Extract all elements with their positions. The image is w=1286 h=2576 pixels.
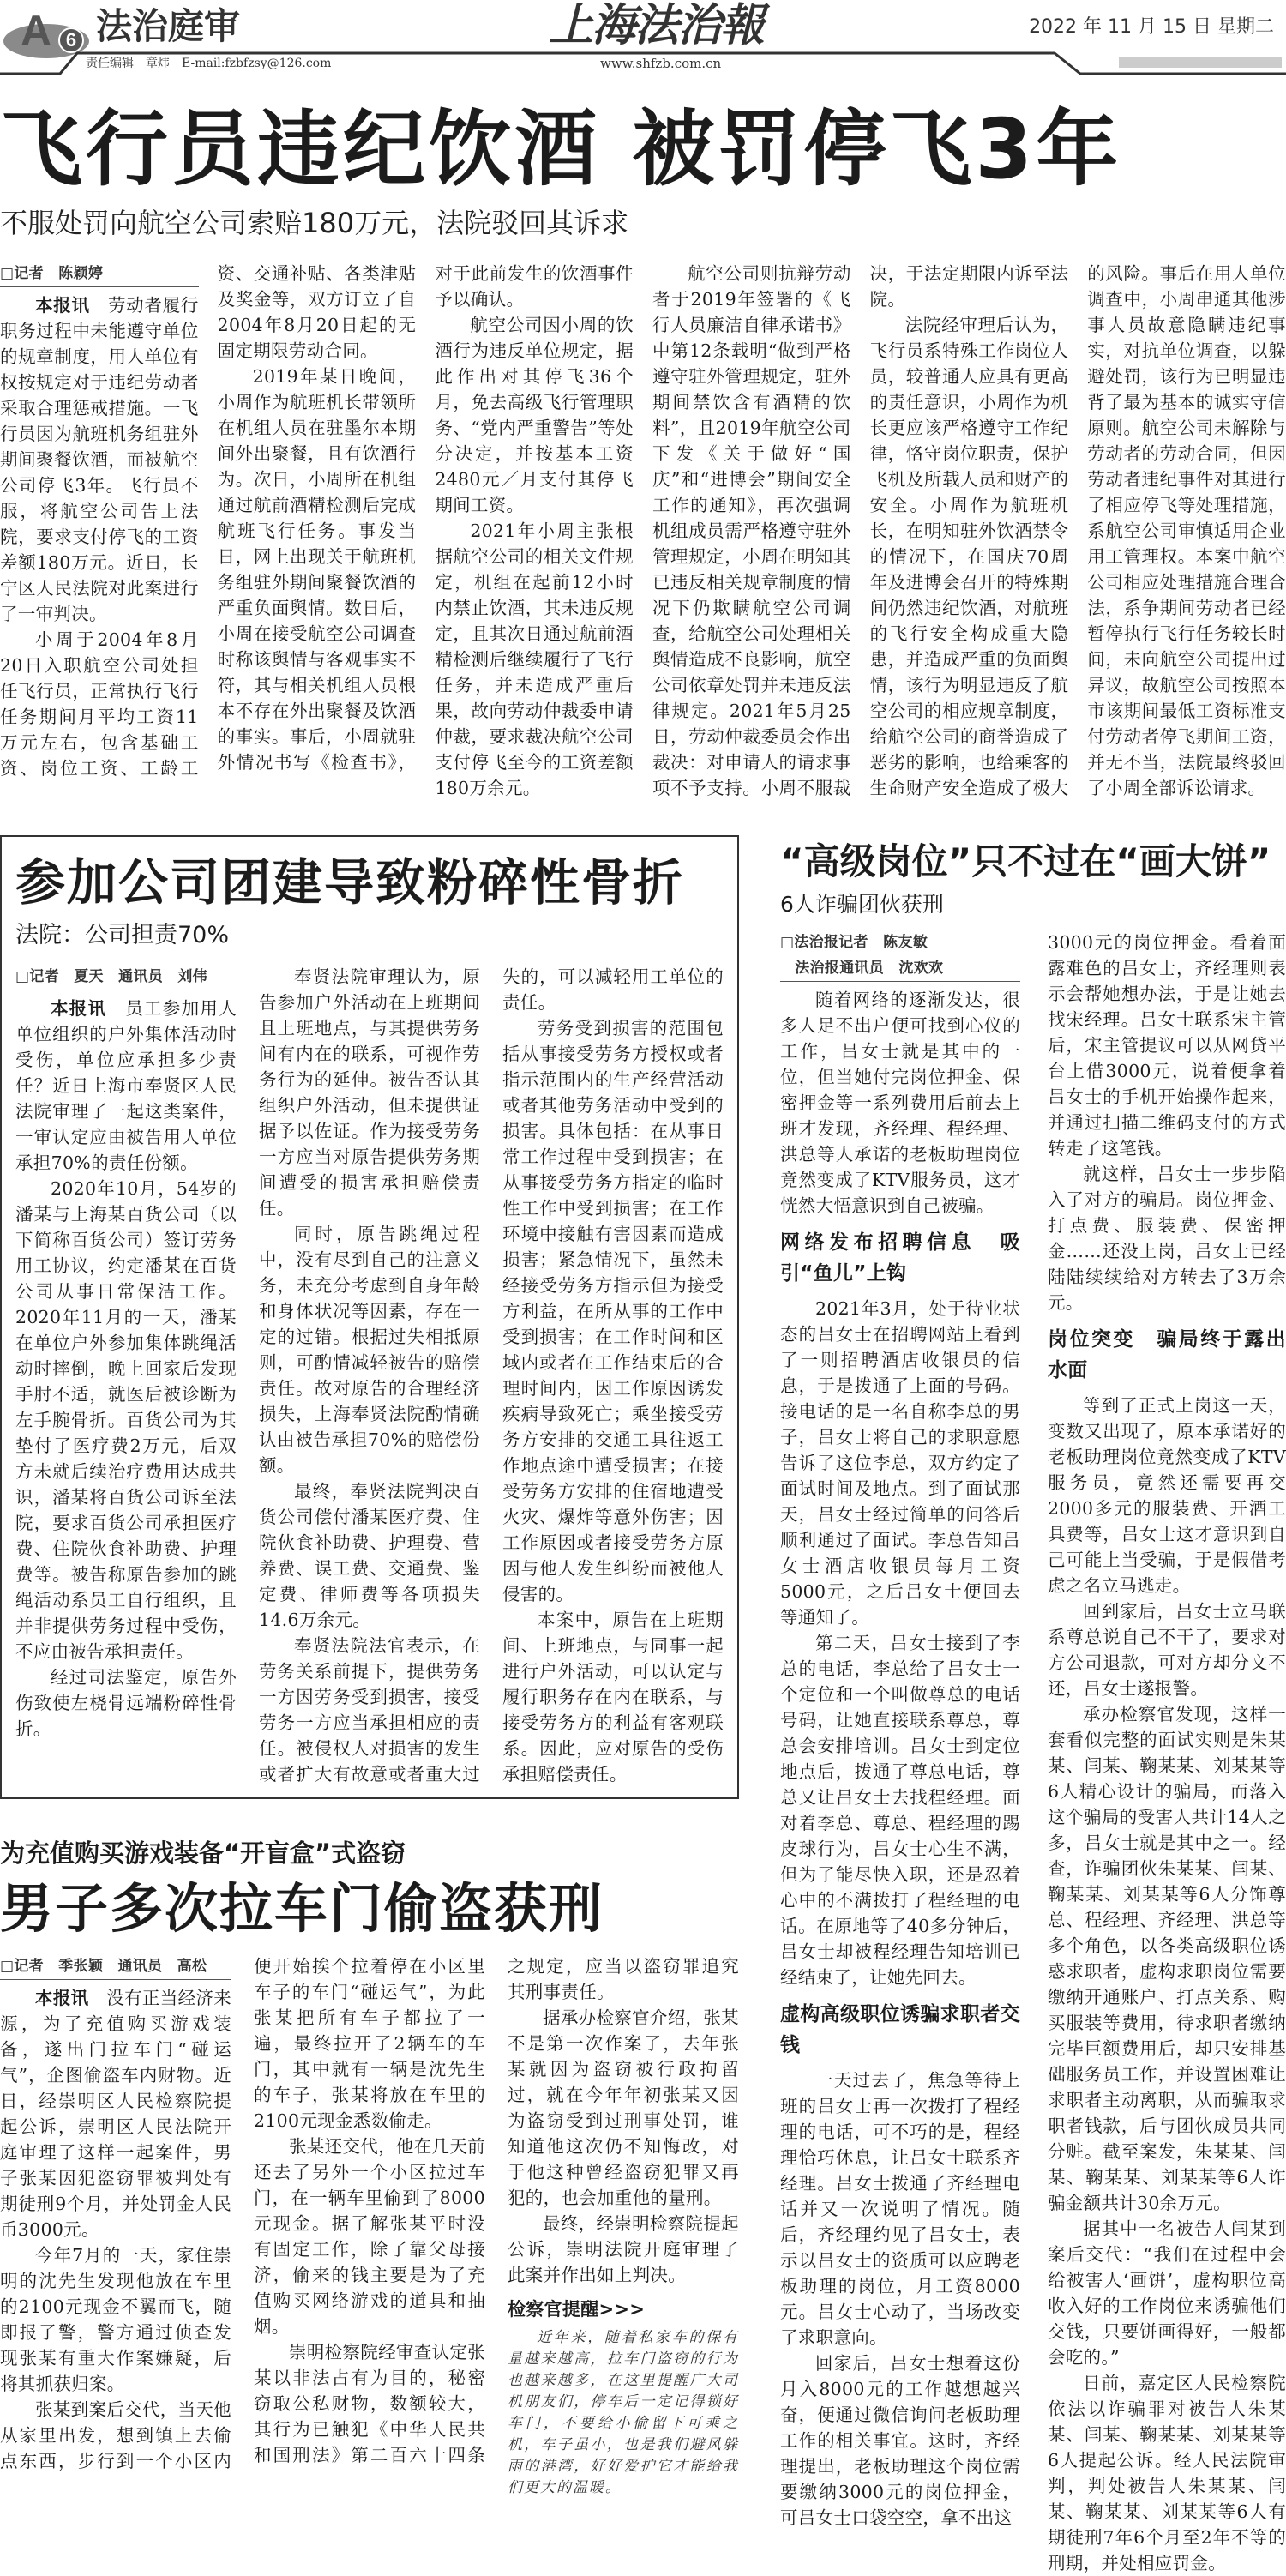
article2-subheadline: 法院：公司担责70% <box>15 922 230 948</box>
article1-subheadline: 不服处罚向航空公司索赔180万元，法院驳回其诉求 <box>0 207 629 239</box>
article1 <box>0 79 1286 801</box>
paragraph <box>780 1630 1020 1990</box>
paragraph <box>780 1296 1020 1630</box>
paragraph-text: 回家后，吕女士想着这份月入8000元的工作越想越兴奋，便通过微信询问老板助理工作的相关事宜。这时，齐经理提出，老板助理这个岗位需要缴纳3000元的岗位押金，可吕女士口袋空空，拿不出这 <box>780 2353 1020 2528</box>
paragraph <box>780 2067 1020 2350</box>
paragraph-text: 回到家后，吕女士立马联系尊总说自己不干了，要求对方公司退款，可对方却分文不还，吕女士遂报警。 <box>1048 1601 1286 1699</box>
article3-body <box>780 930 1286 2576</box>
article2-headline: 参加公司团建导致粉碎性骨折 <box>15 853 685 912</box>
paragraph-text: 航空公司因小周的饮酒行为违反单位规定，据此作出对其停飞36个月，免去高级飞行管理职务、“党内严重警告”等处分决定，并按基本工资2480元／月支付其停飞期间工资。 <box>435 315 634 515</box>
paragraph <box>15 996 237 1176</box>
paragraph-text: 张某还交代，他在几天前还去了另外一个小区拉过车门，在一辆车里偷到了8000元现金。据了解张某平时没有固定工作，除了靠父母接济，偷来的钱主要是为了充值购买网络游戏的道具和抽烟。 <box>254 2136 485 2337</box>
paragraph-text: 本案中，原告在上班期间、上班地点，与同事一起进行户外活动，可以认定与履行职务存在内在联系，与接受劳务方的利益有客观联系。因此，应对原告的受伤承担赔偿责任。 <box>502 1610 724 1785</box>
paragraph-text: 据承办检察官介绍，张某不是第一次作案了，去年张某就因为盗窃被行政拘留过，就在今年年初张某又因为盗窃受到过刑事处罚，谁知道他这次仍不知悔改，对于他这种曾经盗窃犯罪又再犯的，也会加重他的量刑。 <box>508 2007 739 2208</box>
paragraph <box>1048 1598 1286 1701</box>
paragraph <box>870 261 1286 801</box>
paragraph-text: 今年7月的一天，家住崇明的沈先生发现他放在车里的2100元现金不翼而飞，随即报了警，警方通过侦查发现张某有重大作案嫌疑，后将其抓获归案。 <box>0 2245 231 2394</box>
article3-column-1 <box>780 930 1020 2576</box>
paragraph <box>435 518 634 801</box>
editor-credit: 责任编辑 章炜 E-mail:fzbfzsy@126.com <box>86 57 332 70</box>
paragraph-text: 员工参加用人单位组织的户外集体活动时受伤，单位应承担多少责任？近日上海市奉贤区人民法院审理了一起这类案件，一审认定应由被告用人单位承担70%的责任份额。 <box>15 998 237 1173</box>
paragraph <box>508 2211 739 2288</box>
paragraph <box>780 987 1020 1219</box>
paragraph <box>435 312 634 518</box>
article3-byline: □法治报记者 陈友敏 法治报通讯员 沈欢欢 <box>780 930 1020 982</box>
paragraph <box>1048 2216 1286 2370</box>
prosecutor-tip-box <box>508 2296 739 2499</box>
paragraph-text: 最终，奉贤法院判决百货公司偿付潘某医疗费、住院伙食补助费、护理费、营养费、误工费、交通费、鉴定费、律师费等各项损失14.6万余元。 <box>259 1481 480 1630</box>
paragraph <box>502 1607 724 1787</box>
masthead-logo: 上海法治報 <box>549 0 764 51</box>
page-num: 6 <box>58 27 84 53</box>
prosecutor-tip-text: 近年来，随着私家车的保有量越来越高，拉车门盗窃的行为也越来越多，在这里提醒广大司机朋友们，停车后一定记得锁好车门，不要给小偷留下可乘之机，车子虽小，也是我们避风躲雨的港湾，好好爱护它才能给我们更大的温暖。 <box>508 2329 739 2496</box>
article3 <box>780 835 1286 2576</box>
paragraph-text: 等到了正式上岗这一天，变数又出现了，原本承诺好的老板助理岗位竟然变成了KTV服务员，竟然还需要再交2000多元的服装费、开酒工具费等，吕女士这才意识到自己可能上当受骗，于是假借考虑之名立马逃走。 <box>1048 1395 1286 1596</box>
article4 <box>0 1837 739 2499</box>
website-url[interactable]: www.shfzb.com.cn <box>600 56 722 71</box>
paragraph <box>1048 930 1286 1161</box>
paragraph <box>15 1664 237 1742</box>
section-title: 法治庭审 <box>96 5 241 47</box>
article1-byline: □记者 陈颖婷 <box>0 261 199 287</box>
paragraph-text: 2021年3月，处于待业状态的吕女士在招聘网站上看到了一则招聘酒店收银员的信息，于是拨通了上面的号码。接电话的是一名自称李总的男子，吕女士将自己的求职意愿告诉了这位李总，双方约定了面试时间及地点。到了面试那天，吕女士经过简单的问答后顺利通过了面试。李总告知吕女士酒店收银员每月工资5000元，之后吕女士便回去等通知了。 <box>780 1298 1020 1628</box>
paragraph <box>0 1985 231 2242</box>
paragraph-text: 奉贤法院法官表示，在劳务关系前提下，提供劳务一方因劳务受到损害，接受劳务一方应当承担相应的责任。被侵权人对损害的发生或者扩大有故意或者重大过失的，可以减轻用工单位的责任。 <box>259 966 724 1785</box>
paragraph-text: 岗位突变 骗局终于露出水面 <box>1048 1328 1286 1381</box>
paragraph-text: 3000元的岗位押金。看着面露难色的吕女士，齐经理则表示会帮她想办法，于是让她去找宋经理。吕女士联系宋主管后，宋主管提议可以从网贷平台上借3000元，说着便拿着吕女士的手机开始操作起来，并通过扫描二维码支付的方式转走了这笔钱。 <box>1048 932 1286 1159</box>
paragraph <box>1048 1701 1286 2216</box>
article3-headline: “高级岗位”只不过在“画大饼” <box>780 840 1271 882</box>
section-subhead <box>780 1227 1020 1289</box>
paragraph <box>259 1221 480 1478</box>
paragraph-text: 2019年某日晚间，小周作为航班机长带领所在机组人员在驻墨尔本期间外出聚餐，且有饮酒行为。次日，小周所在机组通过航前酒精检测后完成航班飞行任务。事发当日，网上出现关于航班机务组驻外期间聚餐饮酒的严重负面舆情。数日后，小周在接受航空公司调查时称该舆情与客观事实不符，其与相关机组人员根本不存在外出聚餐及饮酒的事实。事后，小周就驻外情况书写《检查书》，对于此前发生的饮酒事件予以确认。 <box>217 263 634 773</box>
paragraph-text: 航空公司则抗辩劳动者于2019年签署的《飞行人员廉洁自律承诺书》中第12条载明“做到严格遵守驻外管理规定，驻外期间禁饮含有酒精的饮料”，且2019年航空公司下发《关于做好“国庆”和“进博会”期间安全工作的通知》，再次强调机组成员需严格遵守驻外管理规定，小周在明知其已违反相关规章制度的情况下仍欺瞒航空公司调查，给航空公司处理相关舆情造成不良影响，航空公司依章处罚并未违反法律规定。2021年5月25日，劳动仲裁委员会作出裁决：对申请人的请求事项不予支持。小周不服裁决，于法定期限内诉至法院。 <box>652 263 1069 798</box>
paragraph-text: 虚构高级职位诱骗求职者交钱 <box>780 2003 1020 2056</box>
paragraph-text: 据其中一名被告人闫某到案后交代：“我们在过程中会给被害人‘画饼’，虚构职位高收入好的工作岗位来诱骗他们交钱，只要饼画得好，一般都会吃的。” <box>1048 2218 1286 2368</box>
dateline-lead: 本报讯 <box>35 1988 107 2008</box>
article2-body <box>15 964 724 1787</box>
paragraph-text: 日前，嘉定区人民检察院依法以诈骗罪对被告人朱某某、闫某、鞠某某、刘某某等6人提起公诉。经人民法院审判，判处被告人朱某某、闫某、鞠某某、刘某某等6人有期徒刑7年6个月至2年不等的刑期，并处相应罚金。 <box>1048 2373 1286 2573</box>
paragraph <box>1048 1393 1286 1598</box>
paragraph-text: 崇明检察院经审查认定张某以非法占有为目的，秘密窃取公私财物，数额较大，其行为已触犯《中华人民共和国刑法》第二百六十四条之规定，应当以盗窃罪追究其刑事责任。 <box>254 1956 739 2465</box>
paragraph-text: 张某到案后交代，当天他从家里出发，想到镇上去偷点东西，步行到一个小区内便开始挨个拉着停在小区里车子的车门“碰运气”，为此张某把所有车子都拉了一遍，最终拉开了2辆车的车门，其中就有一辆是沈先生的车子，张某将放在车里的2100元现金悉数偷走。 <box>0 1956 485 2471</box>
paragraph-text: 就这样，吕女士一步步陷入了对方的骗局。岗位押金、打点费、服装费、保密押金……还没上岗，吕女士已经陆陆续续给对方转去了3万余元。 <box>1048 1164 1286 1313</box>
paragraph-text: 经过司法鉴定，原告外伤致使左桡骨远端粉碎性骨折。 <box>15 1667 237 1739</box>
paragraph-text: 奉贤法院审理认为，原告参加户外活动在上班期间且上班地点，与其提供劳务间有内在的联系，可视作劳务行为的延伸。被告否认其组织户外活动，但未提供证据予以佐证。作为接受劳务一方应当对原告提供劳务期间遭受的损害承担赔偿责任。 <box>259 966 480 1219</box>
paragraph <box>254 2134 485 2339</box>
article4-kicker: 为充值购买游戏装备“开盲盒”式盗窃 <box>0 1839 406 1868</box>
issue-date: 2022 年 11 月 15 日 星期二 <box>1029 16 1274 38</box>
paragraph-text: 2021年小周主张根据航空公司的相关文件规定，机组在起前12小时内禁止饮酒，其未违反规定，且其次日通过航前酒精检测后继续履行了飞行任务，并未造成严重后果，故向劳动仲裁委申请仲裁，要求裁决航空公司支付停飞至今的工资差额180万余元。 <box>435 521 634 798</box>
header-bar <box>1119 57 1282 68</box>
page-letter: A <box>21 7 52 55</box>
paragraph <box>780 2350 1020 2531</box>
prosecutor-tip-title: 检察官提醒>>> <box>508 2299 646 2320</box>
paragraph-text: 网络发布招聘信息 吸引“鱼儿”上钩 <box>780 1231 1020 1285</box>
paragraph-text: 2020年10月，54岁的潘某与上海某百货公司（以下简称百货公司）签订劳务用工协议，约定潘某在百货公司从事日常保洁工作。2020年11月的一天，潘某在单位户外参加集体跳绳活动时摔倒，晚上回家后发现手肘不适，就医后被诊断为左手腕骨折。百货公司为其垫付了医疗费2万元，后双方未就后续治疗费用达成共识，潘某将百货公司诉至法院，要求百货公司承担医疗费、住院伙食补助费、护理费等。被告称原告参加的跳绳活动系员工自行组织，且并非提供劳务过程中受伤，不应由被告承担责任。 <box>15 1178 237 1662</box>
dateline-lead: 本报讯 <box>51 998 126 1019</box>
article3-subheadline: 6人诈骗团伙获刑 <box>780 892 944 917</box>
paragraph <box>508 2005 739 2211</box>
paragraph-text: 承办检察官发现，这样一套看似完整的面试实则是朱某某、闫某、鞠某某、刘某某等6人精心设计的骗局，而落入这个骗局的受害人共计14人之多，吕女士就是其中之一。经查，诈骗团伙朱某某、闫某、鞠某某、刘某某等6人分饰尊总、程经理、齐经理、洪总等多个角色，以各类高级职位诱惑求职者，虚构求职岗位需要缴纳开通账户、打点关系、购买服装等费用，待求职者缴纳完毕巨额费用后，却只安排基础服务员工作，并设置困难让求职者主动离职，从而骗取求职者钱款，后与团伙成员共同分赃。截至案发，朱某某、闫某、鞠某某、刘某某等6人诈骗金额共计30余万元。 <box>1048 1704 1286 2213</box>
dateline-lead: 本报讯 <box>35 295 108 316</box>
article4-byline: □记者 季张颖 通讯员 高松 <box>0 1953 231 1980</box>
paragraph-text: 劳动者履行职务过程中未能遵守单位的规章制度，用人单位有权按规定对于违纪劳动者采取合理惩戒措施。一飞行员因为航班机务组驻外期间聚餐饮酒，而被航空公司停飞3年。飞行员不服，将航空公司告上法院，要求支付停飞的工资差额180万元。近日，长宁区人民法院对此案进行了一审判决。 <box>0 295 199 624</box>
article3-column-2 <box>1048 930 1286 2576</box>
article4-headline: 男子多次拉车门偷盗获刑 <box>0 1877 604 1940</box>
paragraph-text: 同时，原告跳绳过程中，没有尽到自己的注意义务，未充分考虑到自身年龄和身体状况等因素，存在一定的过错。根据过失相抵原则，可酌情减轻被告的赔偿责任。故对原告的合理经济损失，上海奉贤法院酌情确认由被告承担70%的赔偿份额。 <box>259 1224 480 1476</box>
paragraph-text: 法院经审理后认为，飞行员系特殊工作岗位人员，较普通人应具有更高的责任意识，小周作为机长更应该严格遵守工作纪律，恪守岗位职责，保护飞机及所载人员和财产的安全。小周作为航班机长，在明知驻外饮酒禁令的情况下，在国庆70周年及进博会召开的特殊期间仍然违纪饮酒，对航班的飞行安全构成重大隐患，并造成严重的负面舆情，该行为明显违反了航空公司的相应规章制度，给航空公司的商誉造成了恶劣的影响，也给乘客的生命财产安全造成了极大的风险。事后在用人单位调查中，小周串通其他涉事人员故意隐瞒违纪事实，对抗单位调查，以躲避处罚，该行为已明显违背了最为基本的诚实守信原则。航空公司未解除与劳动者的劳动合同，但因劳动者违纪事件对其进行了相应停飞等处理措施，系航空公司审慎适用企业用工管理权。本案中航空公司相应处理措施合理合法，系争期间劳动者已经暂停执行飞行任务较长时间，未向航空公司提出过异议，故航空公司按照本市该期间最低工资标准支付劳动者停飞期间工资，并无不当，法院最终驳回了小周全部诉讼请求。 <box>869 263 1286 798</box>
article1-body <box>0 261 1286 801</box>
paragraph <box>259 964 480 1221</box>
paragraph-text: 小周于2004年8月20日入职航空公司处担任飞行员，正常执行飞行任务期间月平均工资11万元左右，包含基础工资、岗位工资、工龄工资、交通补贴、各类津贴及奖金等，双方订立了自2004年8月20日起的无固定期限劳动合同。 <box>0 263 417 779</box>
paragraph-text: 没有正当经济来源，为了充值购买游戏装备，遂出门拉车门“碰运气”，企图偷盗车内财物。近日，经崇明区人民检察院提起公诉，崇明区人民法院开庭审理了这样一起案件，男子张某因犯盗窃罪被判处有期徒刑9个月，并处罚金人民币3000元。 <box>0 1988 231 2240</box>
paragraph <box>1048 1161 1286 1315</box>
left-column <box>0 835 739 2576</box>
section-subhead <box>780 1999 1020 2061</box>
paragraph-text: 最终，经崇明检察院提起公诉，崇明法院开庭审理了此案并作出如上判决。 <box>508 2213 739 2285</box>
paragraph-text: 第二天，吕女士接到了李总的电话，李总给了吕女士一个定位和一个叫做尊总的电话号码，让她直接联系尊总，尊总会安排培训。吕女士到定位地点后，拨通了尊总电话，尊总又让吕女士去找程经理。面对着李总、尊总、程经理的踢皮球行为，吕女士心生不满，但为了能尽快入职，还是忍着心中的不满拨打了程经理的电话。在原地等了40多分钟后，吕女士却被程经理告知培训已经结束了，让她先回去。 <box>780 1633 1020 1988</box>
paragraph <box>15 1176 237 1664</box>
paragraph-text: 随着网络的逐渐发达，很多人足不出户便可找到心仪的工作，吕女士就是其中的一位，但当她付完岗位押金、保密押金等一系列费用后前去上班才发现，齐经理、程经理、洪总等人承诺的老板助理岗位竟然变成了KTV服务员，这才恍然大悟意识到自己被骗。 <box>780 990 1020 1216</box>
lower-section <box>0 835 1286 2576</box>
paragraph-text: 劳务受到损害的范围包括从事接受劳务方授权或者指示范围内的生产经营活动或者其他劳务活动中受到的损害。具体包括：在从事日常工作过程中受到损害；在从事接受劳务方指定的临时性工作中受到损害；在工作环境中接触有害因素而造成损害；紧急情况下，虽然未经接受劳务方指示但为接受方利益，在所从事的工作中受到损害；在工作时间和区域内或者在工作结束后的合理时间内，因工作原因诱发疾病导致死亡；乘坐接受劳务方安排的交通工具往返工作地点途中遭受损害；在接受劳务方安排的住宿地遭受火灾、爆炸等意外伤害；因工作原因或者接受劳务方原因与他人发生纠纷而被他人侵害的。 <box>502 1018 724 1604</box>
section-subhead <box>1048 1324 1286 1386</box>
paragraph-text: 一天过去了，焦急等待上班的吕女士再一次拨打了程经理的电话，可不巧的是，程经理恰巧休息，让吕女士联系齐经理。吕女士拨通了齐经理电话并又一次说明了情况。随后，齐经理约见了吕女士，表示以吕女士的资质可以应聘老板助理的岗位，月工资8000元。吕女士心动了，当场改变了求职意向。 <box>780 2070 1020 2348</box>
article2-byline: □记者 夏天 通讯员 刘伟 <box>15 964 237 990</box>
paragraph <box>0 2242 231 2397</box>
paragraph <box>0 292 199 627</box>
paragraph <box>1048 2370 1286 2576</box>
article2-frame <box>0 835 739 1799</box>
paragraph <box>259 1478 480 1633</box>
article4-body <box>0 1953 739 2499</box>
article1-headline: 飞行员违纪饮酒 被罚停飞3年 <box>0 101 1122 197</box>
paragraph <box>502 1015 724 1607</box>
page-header <box>0 0 1286 79</box>
